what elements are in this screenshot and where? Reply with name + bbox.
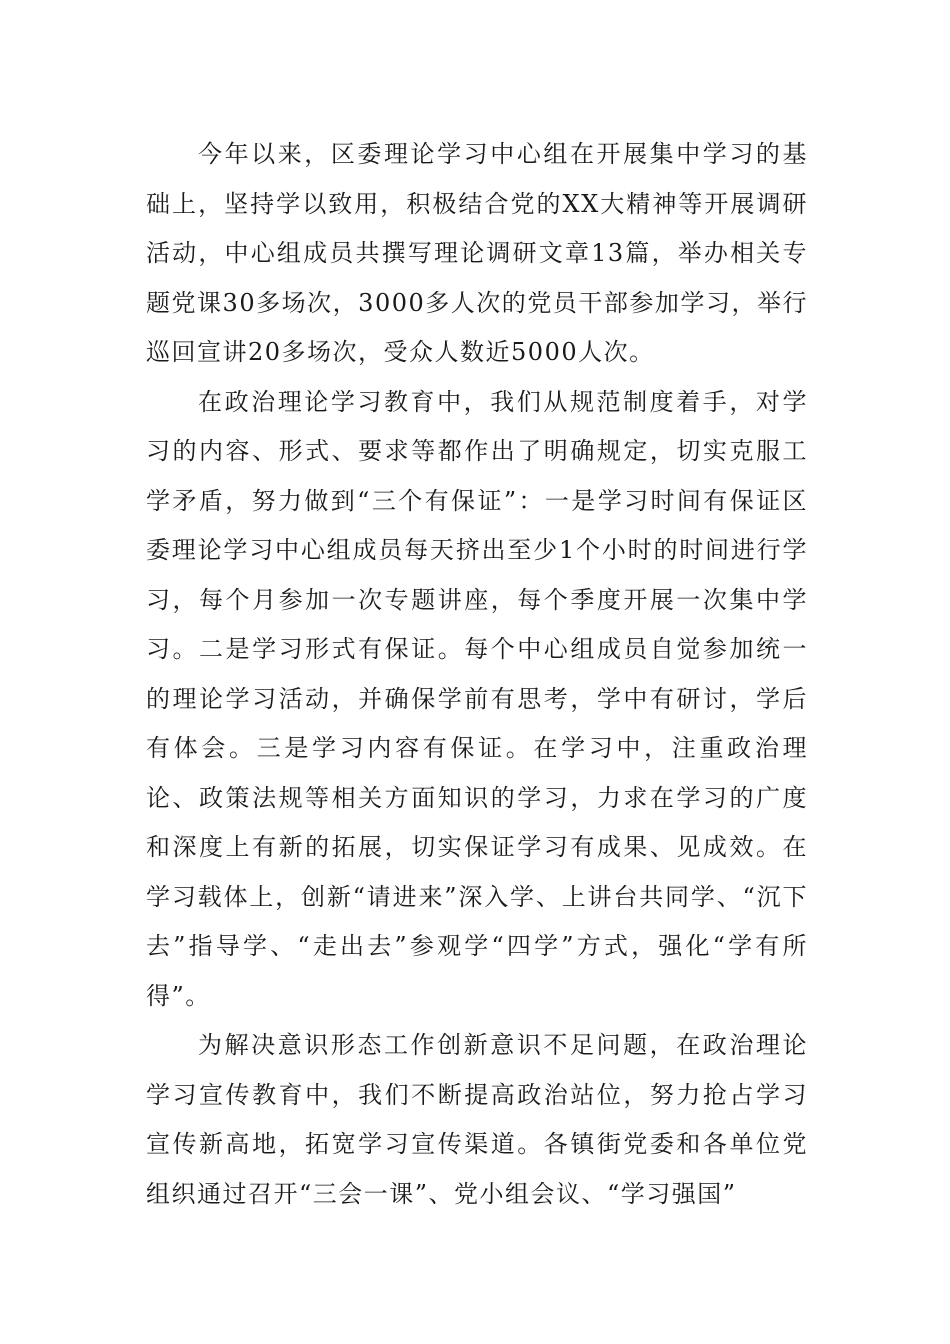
paragraph-1: 今年以来，区委理论学习中心组在开展集中学习的基础上，坚持学以致用，积极结合党的XX大精神等开展调研活动，中心组成员共撰写理论调研文章13篇，举办相关专题党课30多场次，3000多人次的党员干部参加学习，举行巡回宣讲20多场次，受众人数近5000人次。	[146, 140, 808, 366]
body-text	[146, 130, 808, 1219]
paragraph-2: 在政治理论学习教育中，我们从规范制度着手，对学习的内容、形式、要求等都作出了明确规定，切实克服工学矛盾，努力做到“三个有保证”：一是学习时间有保证区委理论学习中心组成员每天挤出至少1个小时的时间进行学习，每个月参加一次专题讲座，每个季度开展一次集中学习。二是学习形式有保证。每个中心组成员自觉参加统一的理论学习活动，并确保学前有思考，学中有研讨，学后有体会。三是学习内容有保证。在学习中，注重政治理论、政策法规等相关方面知识的学习，力求在学习的广度和深度上有新的拓展，切实保证学习有成果、见成效。在学习载体上，创新“请进来”深入学、上讲台共同学、“沉下去”指导学、“走出去”参观学“四学”方式，强化“学有所得”。	[146, 387, 808, 1010]
paragraph-3: 为解决意识形态工作创新意识不足问题，在政治理论学习宣传教育中，我们不断提高政治站位，努力抢占学习宣传新高地，拓宽学习宣传渠道。各镇街党委和各单位党组织通过召开“三会一课”、党小组会议、“学习强国”	[146, 1031, 808, 1208]
